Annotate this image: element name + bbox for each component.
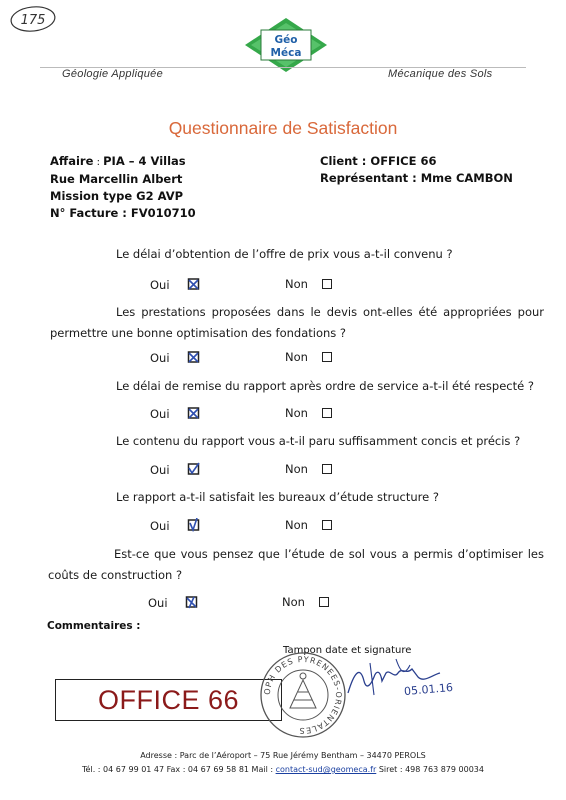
checked-box-icon [187, 277, 201, 291]
question-3: Le délai de remise du rapport après ordre de service a-t-il été respecté ? [116, 379, 534, 393]
geomeca-logo [243, 17, 329, 73]
answer-no-1[interactable]: Non [285, 277, 332, 291]
answer-no-6[interactable]: Non [282, 595, 329, 609]
answer-yes-5[interactable]: Oui [150, 518, 201, 533]
answer-yes-2[interactable]: Oui [150, 350, 201, 365]
empty-box-icon [322, 279, 332, 289]
mission-line: Mission type G2 AVP [50, 189, 184, 203]
address-line: Rue Marcellin Albert [50, 172, 183, 186]
office-stamp-text: OFFICE 66 [97, 684, 240, 715]
tagline-right: Mécanique des Sols [388, 68, 493, 80]
client-line: Client : OFFICE 66 [320, 154, 437, 168]
answer-yes-4[interactable]: Oui [150, 462, 201, 477]
empty-box-icon [322, 520, 332, 530]
tagline-left: Géologie Appliquée [62, 68, 164, 80]
question-2: Les prestations proposées dans le devis ont-elles été appropriées pour permettre une bonne optimisation des fondations ? [50, 305, 544, 340]
answer-no-4[interactable]: Non [285, 462, 332, 476]
representative-line: Représentant : Mme CAMBON [320, 171, 513, 185]
document-title: Questionnaire de Satisfaction [168, 118, 398, 138]
answer-no-5[interactable]: Non [285, 518, 332, 532]
answer-yes-3[interactable]: Oui [150, 406, 201, 421]
empty-box-icon [322, 352, 332, 362]
checked-box-icon [187, 350, 201, 364]
empty-box-icon [322, 408, 332, 418]
empty-box-icon [322, 464, 332, 474]
answer-yes-6[interactable]: Oui [148, 595, 199, 610]
empty-box-icon [319, 597, 329, 607]
stamp-label: Tampon date et signature [283, 645, 412, 656]
footer-address: Adresse : Parc de l’Aéroport – 75 Rue Jérémy Bentham – 34470 PEROLS [140, 751, 426, 760]
svg-text:175: 175 [20, 13, 46, 28]
answer-no-2[interactable]: Non [285, 350, 332, 364]
question-5: Le rapport a-t-il satisfait les bureaux d’étude structure ? [116, 490, 439, 504]
svg-text:OPH DES PYRENEES-ORIENTALES: OPH DES PYRENEES-ORIENTALES [262, 654, 344, 736]
svg-text:Géo: Géo [274, 34, 298, 46]
question-1: Le délai d’obtention de l’offre de prix vous a-t-il convenu ? [116, 247, 453, 261]
checked-box-icon [187, 462, 201, 476]
checked-box-icon [187, 406, 201, 420]
signature-icon [340, 655, 460, 705]
answer-yes-1[interactable]: Oui [150, 277, 201, 292]
checked-box-icon [185, 595, 199, 609]
checked-box-icon [187, 518, 201, 532]
question-6: Est-ce que vous pensez que l’étude de sol vous a permis d’optimiser les coûts de construction ? [48, 547, 544, 582]
answer-no-3[interactable]: Non [285, 406, 332, 420]
invoice-line: N° Facture : FV010710 [50, 206, 196, 220]
handwritten-date: 05.01.16 [403, 680, 454, 699]
email-link[interactable]: contact-sud@geomeca.fr [275, 765, 377, 774]
question-4: Le contenu du rapport vous a-t-il paru suffisamment concis et précis ? [116, 434, 521, 448]
office-stamp-box [55, 679, 282, 721]
affaire-line: Affaire : PIA – 4 Villas [50, 154, 186, 168]
official-seal-icon [258, 650, 348, 740]
client-info [320, 153, 513, 187]
project-info [50, 153, 196, 222]
handwritten-page-number [8, 4, 58, 34]
comments-label: Commentaires : [47, 620, 141, 632]
footer-contact: Tél. : 04 67 99 01 47 Fax : 04 67 69 58 81 Mail : contact-sud@geomeca.fr Siret : 498 763 879 00034 [82, 765, 484, 774]
svg-text:Méca: Méca [270, 47, 302, 59]
